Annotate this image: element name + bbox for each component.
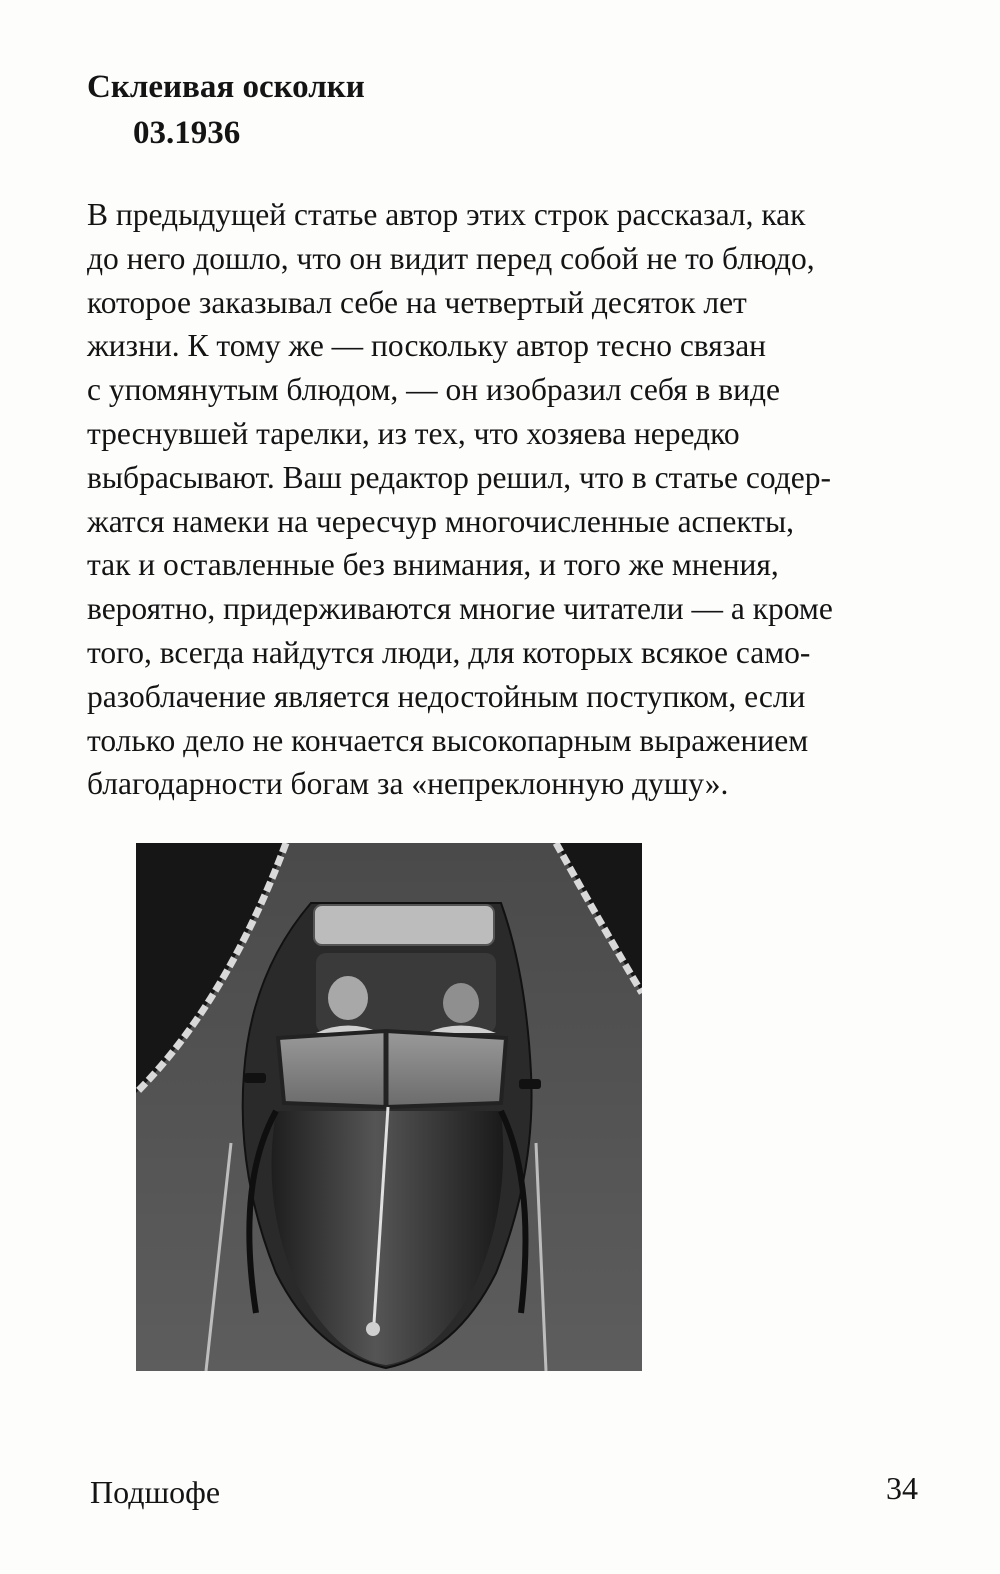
text-line: разоблачение является недостойным поступком, если	[87, 678, 806, 714]
text-line: которое заказывал себе на четвертый десяток лет	[87, 284, 747, 320]
chapter-heading	[87, 64, 365, 156]
text-line: вероятно, придерживаются многие читатели — а кроме	[87, 591, 833, 627]
text-line: жизни. К тому же — поскольку автор тесно связан	[87, 328, 767, 364]
text-line: жатся намеки на чересчур многочисленные аспекты,	[87, 503, 795, 539]
text-line: выбрасывают. Ваш редактор решил, что в статье содер-	[87, 459, 831, 495]
text-line: только дело не кончается высокопарным выражением	[87, 722, 809, 758]
text-line: треснувшей тарелки, из тех, что хозяева нередко	[87, 415, 740, 451]
convertible-car-photo	[136, 843, 642, 1371]
chapter-title: Склеивая осколки	[87, 69, 365, 105]
text-line: благодарности богам за «непреклонную душу».	[87, 766, 729, 802]
running-footer-title: Подшофе	[90, 1474, 221, 1510]
body-paragraph	[87, 193, 927, 806]
text-line: В предыдущей статье автор этих строк рассказал, как	[87, 197, 806, 232]
car-illustration	[136, 843, 642, 1371]
text-line: до него дошло, что он видит перед собой не то блюдо,	[87, 240, 815, 276]
page-number: 34	[886, 1470, 918, 1506]
text-line: с упомянутым блюдом, — он изобразил себя в виде	[87, 372, 780, 408]
text-line: того, всегда найдутся люди, для которых всякое само-	[87, 634, 811, 670]
chapter-date: 03.1936	[133, 115, 241, 151]
text-line: так и оставленные без внимания, и того же мнения,	[87, 547, 779, 583]
